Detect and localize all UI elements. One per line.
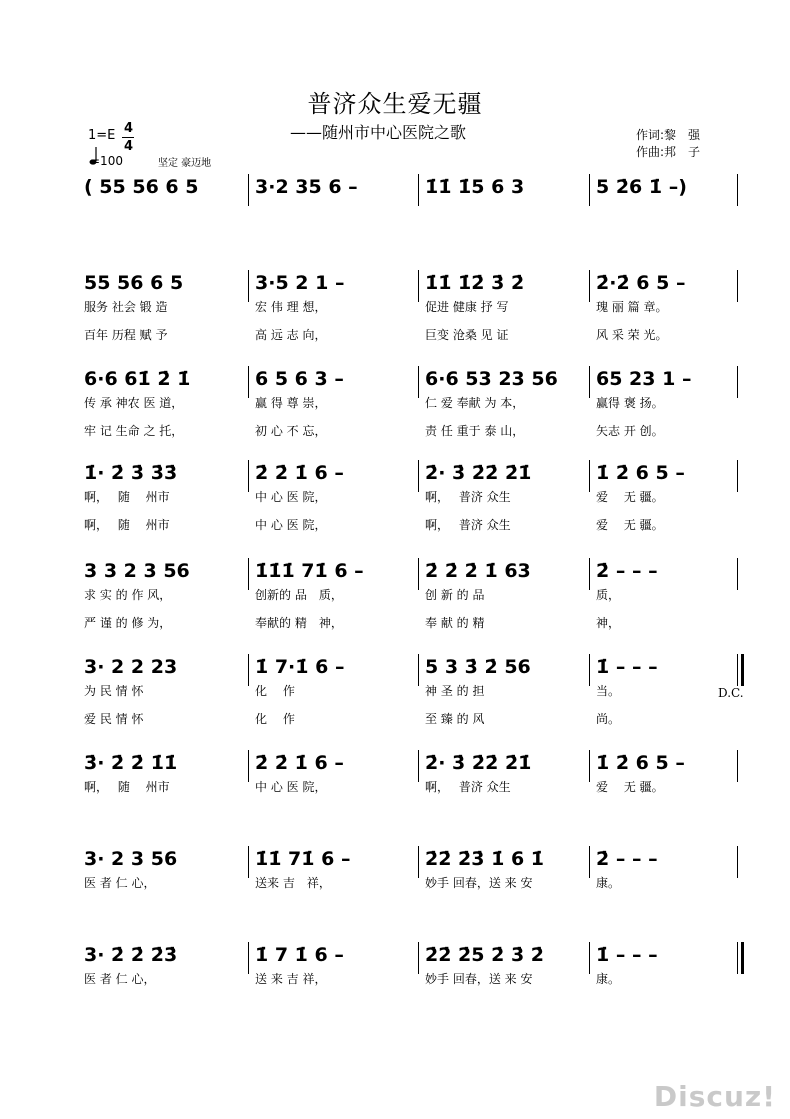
lyric-line: 质， <box>596 588 621 602</box>
key-signature: 1=E <box>88 128 116 143</box>
barline <box>418 654 419 686</box>
lyric-line: 中 心 医 院， <box>255 780 327 794</box>
measure-notes: 1̇ – – – <box>596 656 658 678</box>
measure-notes: 1̇ 2̇ 6 5 – <box>596 462 685 484</box>
lyric-line: 赢得 褒 扬。 <box>596 396 664 410</box>
measure-notes: 65 23 1 – <box>596 368 692 390</box>
barline <box>248 654 249 686</box>
lyric-line: 送来 吉 祥， <box>255 876 331 890</box>
song-title: 普济众生爱无疆 <box>307 90 483 118</box>
time-signature-bottom: 4 <box>124 139 134 154</box>
lyric-line: 仁 爱 奉献 为 本， <box>425 396 525 410</box>
barline <box>248 846 249 878</box>
barline <box>737 174 738 206</box>
style-marking: 坚定 豪迈地 <box>158 158 212 169</box>
final-barline <box>741 942 744 974</box>
measure-notes: 3· 2 2 23 <box>84 656 178 678</box>
barline <box>589 558 590 590</box>
time-signature-line <box>122 137 134 138</box>
lyric-line: 奉 献 的 精 <box>425 616 485 630</box>
lyric-line: 爱 民 情 怀 <box>84 712 144 726</box>
measure-notes: 2̇ 2̇ 2̇ 1̇ 63 <box>425 560 531 582</box>
lyric-line: 送 来 吉 祥， <box>255 972 327 986</box>
measure-notes: 55 56 6 5 <box>84 272 184 294</box>
barline <box>248 174 249 206</box>
measure-notes: 3·2 35 6 – <box>255 176 358 198</box>
da-capo-marking: D.C. <box>718 686 744 700</box>
barline <box>418 558 419 590</box>
lyric-line: 康。 <box>596 876 621 890</box>
lyric-line: 尚。 <box>596 712 621 726</box>
watermark-logo: Discuz! <box>653 1080 776 1113</box>
barline <box>737 846 738 878</box>
lyric-line: 化 作 <box>255 712 295 726</box>
barline <box>737 750 738 782</box>
barline <box>737 942 738 974</box>
lyric-line: 创新的 品 质， <box>255 588 343 602</box>
measure-notes: 3·5 2 1 – <box>255 272 345 294</box>
barline <box>418 846 419 878</box>
barline <box>589 750 590 782</box>
lyric-line: 牢 记 生命 之 托， <box>84 424 184 438</box>
lyric-line: 爱 无 疆。 <box>596 490 664 504</box>
measure-notes: 6·6 61̇ 2̇ 1̇ <box>84 368 191 390</box>
lyric-line: 风 采 荣 光。 <box>596 328 668 342</box>
lyric-line: 至 臻 的 风 <box>425 712 485 726</box>
lyric-line: 神 圣 的 担 <box>425 684 485 698</box>
lyric-line: 矢志 开 创。 <box>596 424 664 438</box>
lyricist-credit: 作词:黎 强 <box>636 128 701 142</box>
lyric-line: 医 者 仁 心， <box>84 876 156 890</box>
lyric-line: 妙手 回春，送 来 安 <box>425 876 533 890</box>
lyric-line: 啊， 随 州市 <box>84 490 170 504</box>
measure-notes: 1̇ 7 1̇ 6 – <box>255 944 344 966</box>
measure-notes: 5 2̇6 1̇ –) <box>596 176 687 198</box>
measure-notes: 2̇ 2̇ 1̇ 6 – <box>255 752 344 774</box>
measure-notes: 3· 2̇ 2̇ 2̇3̇ <box>84 944 178 966</box>
barline <box>248 460 249 492</box>
lyric-line: 神， <box>596 616 621 630</box>
lyric-line: 巨变 沧桑 见 证 <box>425 328 509 342</box>
barline <box>248 366 249 398</box>
barline <box>737 270 738 302</box>
barline <box>737 558 738 590</box>
lyric-line: 爱 无 疆。 <box>596 518 664 532</box>
barline <box>737 654 738 686</box>
lyric-line: 啊， 普济 众生 <box>425 780 511 794</box>
barline <box>418 366 419 398</box>
measure-notes: 2̇2̇ 2̇5 2̇ 3̇ 2̇ <box>425 944 545 966</box>
measure-notes: 6·6 53 23 56 <box>425 368 558 390</box>
lyric-line: 啊， 普济 众生 <box>425 518 511 532</box>
barline <box>418 270 419 302</box>
barline <box>248 750 249 782</box>
measure-notes: 6 5 6 3 – <box>255 368 344 390</box>
lyric-line: 创 新 的 品 <box>425 588 485 602</box>
tempo-marking: =100 <box>90 154 123 168</box>
lyric-line: 化 作 <box>255 684 295 698</box>
measure-notes: 3· 2 3 56 <box>84 848 178 870</box>
barline <box>737 460 738 492</box>
barline <box>737 366 738 398</box>
barline <box>248 942 249 974</box>
lyric-line: 康。 <box>596 972 621 986</box>
barline <box>589 654 590 686</box>
lyric-line: 责 任 重于 泰 山， <box>425 424 525 438</box>
measure-notes: 2̇ 2̇ 1̇ 6 – <box>255 462 344 484</box>
lyric-line: 中 心 医 院， <box>255 518 327 532</box>
lyric-line: 初 心 不 忘， <box>255 424 327 438</box>
final-barline <box>741 654 744 686</box>
measure-notes: 1̇ – – – <box>596 944 658 966</box>
lyric-line: 求 实 的 作 风， <box>84 588 172 602</box>
measure-notes: 1̇ 7·1̇ 6 – <box>255 656 345 678</box>
measure-notes: 3 3 2 3 56 <box>84 560 190 582</box>
lyric-line: 为 民 情 怀 <box>84 684 144 698</box>
barline <box>418 750 419 782</box>
barline <box>589 174 590 206</box>
barline <box>589 366 590 398</box>
lyric-line: 中 心 医 院， <box>255 490 327 504</box>
song-subtitle: ——随州市中心医院之歌 <box>290 123 467 142</box>
measure-notes: ( 55 56 6 5 <box>84 176 199 198</box>
measure-notes: 1̇· 2̇ 3̇ 3̇3̇ <box>84 462 178 484</box>
measure-notes: 1̇1̇ 71̇ 6 – <box>255 848 351 870</box>
lyric-line: 啊， 随 州市 <box>84 780 170 794</box>
measure-notes: 1̇1̇ 1̇2̇ 3̇ 2̇ <box>425 272 525 294</box>
barline <box>589 942 590 974</box>
measure-notes: 2̇ – – – <box>596 560 658 582</box>
lyric-line: 严 谨 的 修 为， <box>84 616 172 630</box>
barline <box>418 460 419 492</box>
lyric-line: 传 承 神农 医 道， <box>84 396 184 410</box>
lyric-line: 爱 无 疆。 <box>596 780 664 794</box>
barline <box>589 460 590 492</box>
barline <box>418 174 419 206</box>
lyric-line: 妙手 回春，送 来 安 <box>425 972 533 986</box>
measure-notes: 2̇· 3̇ 2̇2̇ 2̇1̇ <box>425 752 532 774</box>
barline <box>248 270 249 302</box>
measure-notes: 1̇ 2̇ 6 5 – <box>596 752 685 774</box>
lyric-line: 宏 伟 理 想， <box>255 300 327 314</box>
measure-notes: 2̇2̇ 2̇3̇ 1̇ 6 1̇ <box>425 848 545 870</box>
measure-notes: 2̇ – – – <box>596 848 658 870</box>
lyric-line: 瑰 丽 篇 章。 <box>596 300 668 314</box>
lyric-line: 啊， 普济 众生 <box>425 490 511 504</box>
barline <box>418 942 419 974</box>
barline <box>248 558 249 590</box>
time-signature-top: 4 <box>124 121 134 136</box>
barline <box>589 270 590 302</box>
lyric-line: 服务 社会 锻 造 <box>84 300 168 314</box>
measure-notes: 1̇1̇1̇ 71̇ 6 – <box>255 560 364 582</box>
lyric-line: 高 远 志 向， <box>255 328 327 342</box>
barline <box>589 846 590 878</box>
lyric-line: 促进 健康 抒 写 <box>425 300 509 314</box>
measure-notes: 3̇· 2̇ 2̇ 1̇1̇ <box>84 752 178 774</box>
lyric-line: 啊， 随 州市 <box>84 518 170 532</box>
measure-notes: 2̇· 3̇ 2̇2̇ 2̇1̇ <box>425 462 532 484</box>
lyric-line: 百年 历程 赋 予 <box>84 328 168 342</box>
lyric-line: 当。 <box>596 684 621 698</box>
lyric-line: 医 者 仁 心， <box>84 972 156 986</box>
composer-credit: 作曲:邦 子 <box>636 145 701 159</box>
measure-notes: 5 3 3̇ 2̇ 56 <box>425 656 531 678</box>
measure-notes: 2̇·2̇ 6 5 – <box>596 272 686 294</box>
lyric-line: 赢 得 尊 崇， <box>255 396 327 410</box>
lyric-line: 奉献的 精 神， <box>255 616 343 630</box>
measure-notes: 1̇1̇ 1̇5 6 3 <box>425 176 525 198</box>
